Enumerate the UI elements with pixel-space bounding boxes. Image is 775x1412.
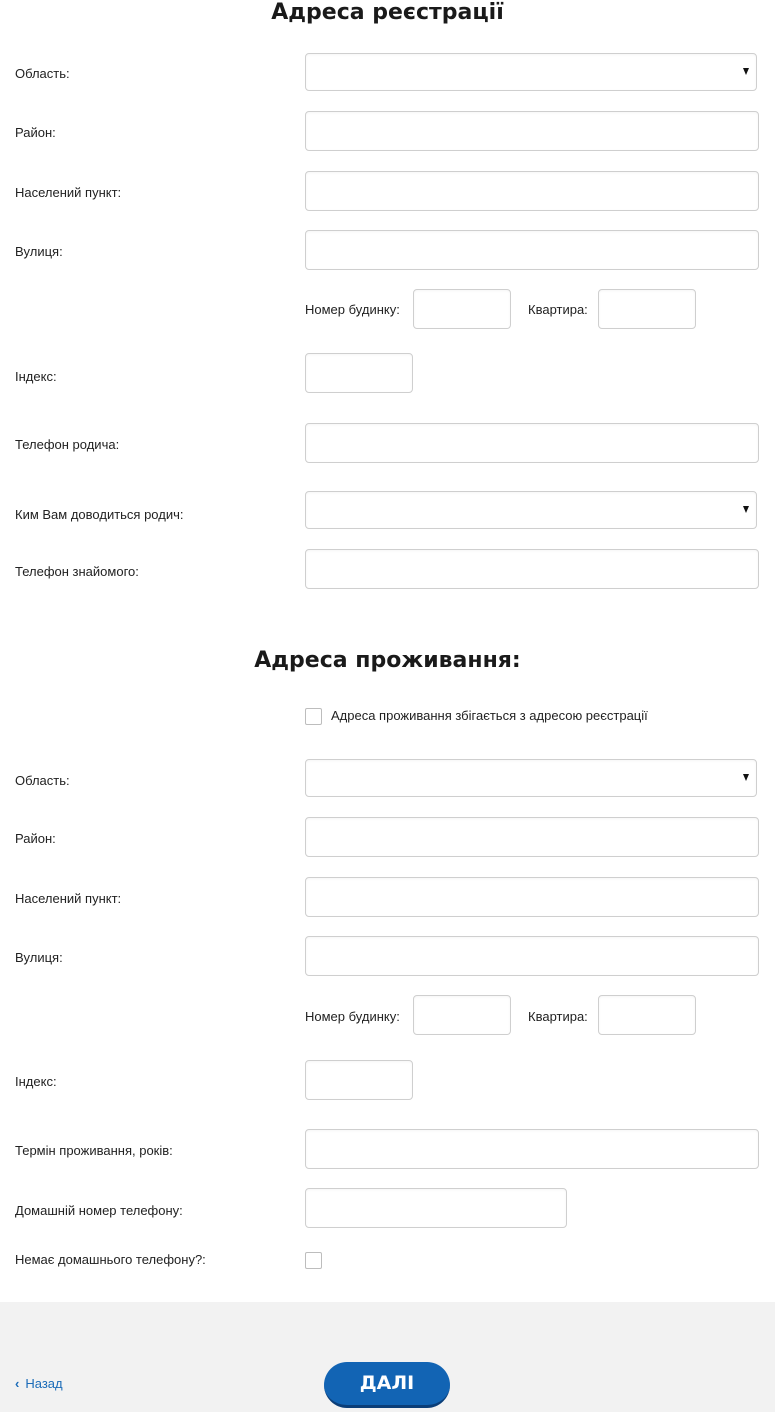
chevron-left-icon: ‹	[15, 1376, 20, 1391]
res-raion-input[interactable]	[305, 817, 759, 857]
residence-section-title: Адреса проживання:	[254, 648, 521, 673]
reg-apartment-label: Квартира:	[528, 302, 588, 317]
res-raion-label: Район:	[15, 831, 56, 846]
reg-settlement-input[interactable]	[305, 171, 759, 211]
dropdown-arrow-icon	[743, 506, 749, 513]
dropdown-arrow-icon	[743, 774, 749, 781]
reg-street-input[interactable]	[305, 230, 759, 270]
home-phone-label: Домашній номер телефону:	[15, 1203, 183, 1218]
res-street-input[interactable]	[305, 936, 759, 976]
res-index-input[interactable]	[305, 1060, 413, 1100]
relative-who-label: Ким Вам доводиться родич:	[15, 507, 184, 522]
no-home-phone-label: Немає домашнього телефону?:	[15, 1252, 206, 1267]
reg-oblast-select[interactable]	[305, 53, 757, 91]
reg-house-input[interactable]	[413, 289, 511, 329]
reg-raion-label: Район:	[15, 125, 56, 140]
res-house-label: Номер будинку:	[305, 1009, 400, 1024]
res-apartment-label: Квартира:	[528, 1009, 588, 1024]
reg-street-label: Вулиця:	[15, 244, 63, 259]
residence-term-input[interactable]	[305, 1129, 759, 1169]
relative-who-select[interactable]	[305, 491, 757, 529]
relative-phone-input[interactable]	[305, 423, 759, 463]
back-link[interactable]	[15, 1376, 63, 1392]
reg-raion-input[interactable]	[305, 111, 759, 151]
back-link-label: Назад	[25, 1376, 63, 1391]
relative-phone-label: Телефон родича:	[15, 437, 120, 452]
res-apartment-input[interactable]	[598, 995, 696, 1035]
acquaintance-phone-input[interactable]	[305, 549, 759, 589]
acquaintance-phone-label: Телефон знайомого:	[15, 564, 139, 579]
home-phone-input[interactable]	[305, 1188, 567, 1228]
res-index-label: Індекс:	[15, 1074, 57, 1089]
res-oblast-label: Область:	[15, 773, 70, 788]
residence-term-label: Термін проживання, років:	[15, 1143, 173, 1158]
reg-settlement-label: Населений пункт:	[15, 185, 122, 200]
reg-index-input[interactable]	[305, 353, 413, 393]
res-settlement-label: Населений пункт:	[15, 891, 122, 906]
reg-house-label: Номер будинку:	[305, 302, 400, 317]
reg-index-label: Індекс:	[15, 369, 57, 384]
res-house-input[interactable]	[413, 995, 511, 1035]
registration-section-title: Адреса реєстрації	[271, 0, 504, 25]
reg-oblast-label: Область:	[15, 66, 70, 81]
res-street-label: Вулиця:	[15, 950, 63, 965]
res-settlement-input[interactable]	[305, 877, 759, 917]
same-address-checkbox[interactable]	[305, 708, 322, 725]
no-home-phone-checkbox[interactable]	[305, 1252, 322, 1269]
dropdown-arrow-icon	[743, 68, 749, 75]
same-address-label[interactable]: Адреса проживання збігається з адресою реєстрації	[331, 708, 648, 723]
res-oblast-select[interactable]	[305, 759, 757, 797]
next-button[interactable]: ДАЛІ	[324, 1362, 450, 1408]
reg-apartment-input[interactable]	[598, 289, 696, 329]
